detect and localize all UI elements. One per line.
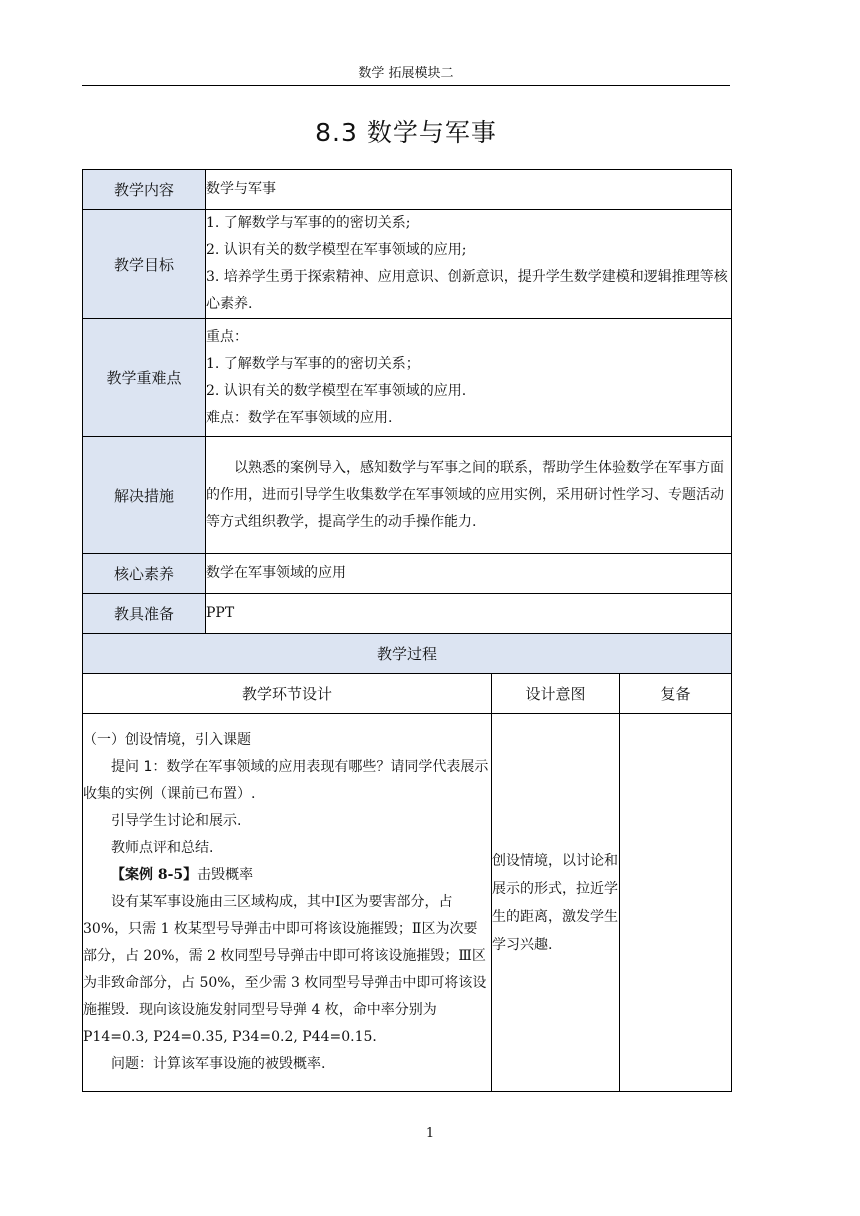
goal-line: 3. 培养学生勇于探索精神、应用意识、创新意识，提升学生数学建模和逻辑推理等核心素养. [206, 269, 728, 312]
difficulty-line: 难点：数学在军事领域的应用. [206, 409, 393, 426]
case-label: 【案例 8-5】 [111, 867, 198, 883]
label-solution-measures: 解决措施 [83, 437, 206, 554]
row-key-difficulties [83, 319, 732, 437]
value-teaching-tools: PPT [206, 594, 732, 634]
label-core-literacy: 核心素养 [83, 554, 206, 594]
case-title: 击毁概率 [197, 867, 254, 883]
case-text: 设有某军事设施由三区域构成，其中Ⅰ区为要害部分，占 30%，只需 1 枚某型号导弹击中即可将该设施摧毁；Ⅱ区为次要部分，占 20%，需 2 枚同型号导弹击中即可将该设施摧毁；Ⅲ区为非致命部分，占 50%，至少需 3 枚同型号导弹击中即可将该设施摧毁．现向该设施发射同型号导弹 4 枚，命中率分别为 P14=0.3, P24=0.35, P34=0.2, P44=0.15． [83, 894, 487, 1045]
value-solution-measures [206, 437, 732, 554]
label-teaching-content: 教学内容 [83, 170, 206, 210]
measures-text: 以熟悉的案例导入，感知数学与军事之间的联系，帮助学生体验数学在军事方面的作用，进而引导学生收集数学在军事领域的应用实例，采用研讨性学习、专题活动等方式组织教学，提高学生的动手操作能力. [206, 459, 724, 530]
row-teaching-content [83, 170, 732, 210]
value-key-difficulties [206, 319, 732, 437]
section-title: （一）创设情境，引入课题 [83, 732, 251, 748]
label-teaching-goals: 教学目标 [83, 210, 206, 319]
label-key-difficulties: 教学重难点 [83, 319, 206, 437]
column-header-design: 教学环节设计 [83, 674, 492, 714]
row-solution-measures [83, 437, 732, 554]
question-1 [83, 754, 491, 808]
header-rule [82, 85, 730, 86]
row-core-literacy [83, 554, 732, 594]
problem-label: 问题 [111, 1056, 139, 1072]
difficulty-line: 1. 了解数学与军事的的密切关系； [206, 355, 420, 372]
column-header-review: 复备 [620, 674, 732, 714]
process-heading: 教学过程 [83, 634, 732, 674]
goal-line: 1. 了解数学与军事的的密切关系; [206, 215, 411, 231]
lesson-plan-table [82, 169, 732, 1092]
running-header: 数学 拓展模块二 [358, 66, 454, 81]
row-process-content [83, 714, 732, 1092]
row-process-columns [83, 674, 732, 714]
question-1-text: ：数学在军事领域的应用表现有哪些？请同学代表展示收集的实例（课前已布置）. [83, 759, 489, 802]
document-title: 8.3 数学与军事 [315, 118, 497, 147]
problem-text: ：计算该军事设施的被毁概率. [139, 1056, 326, 1072]
difficulty-line: 2. 认识有关的数学模型在军事领域的应用. [206, 382, 467, 399]
label-teaching-tools: 教具准备 [83, 594, 206, 634]
value-core-literacy: 数学在军事领域的应用 [206, 554, 732, 594]
value-teaching-content: 数学与军事 [206, 170, 732, 210]
value-teaching-goals [206, 210, 732, 319]
row-process-heading [83, 634, 732, 674]
summary-step: 教师点评和总结. [111, 840, 214, 856]
goal-line: 2. 认识有关的数学模型在军事领域的应用; [206, 242, 467, 258]
difficulty-line: 重点： [206, 328, 248, 345]
column-header-intent: 设计意图 [492, 674, 620, 714]
page-number: 1 [425, 1126, 435, 1141]
design-intent-cell: 创设情境，以讨论和展示的形式，拉近学生的距离，激发学生学习兴趣. [492, 714, 620, 1092]
row-teaching-tools [83, 594, 732, 634]
case-heading [83, 862, 491, 889]
guide-step: 引导学生讨论和展示. [111, 813, 242, 829]
question-1-label: 提问 1 [111, 759, 153, 775]
problem [83, 1051, 491, 1078]
process-design-cell [83, 714, 492, 1092]
review-cell [620, 714, 732, 1092]
row-teaching-goals [83, 210, 732, 319]
